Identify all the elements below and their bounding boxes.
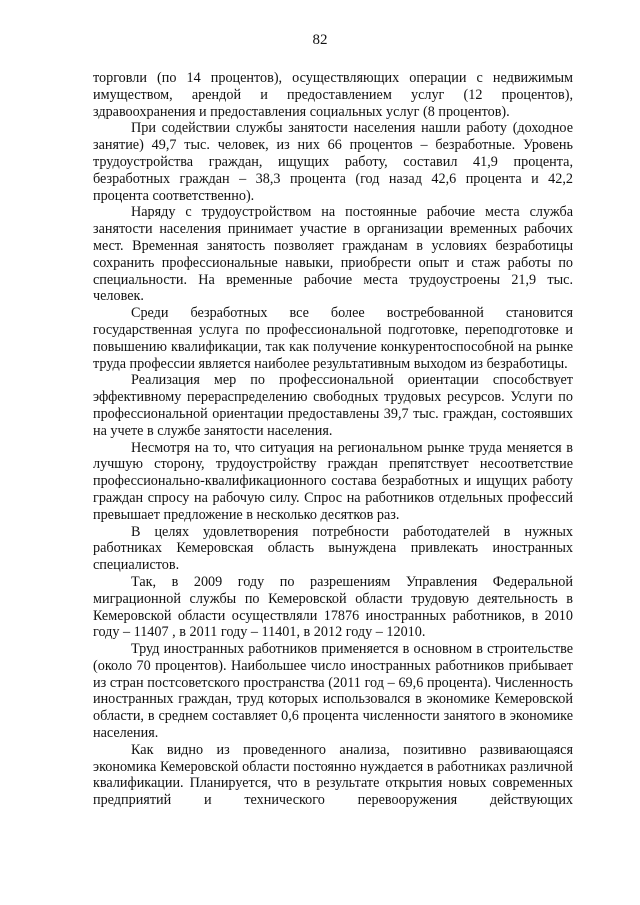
paragraph-foreign-specialists: В целях удовлетворения потребности работодателей в нужных работниках Кемеровская область вынуждена привлекать иностранных специалистов. (93, 523, 573, 574)
body-text (93, 70, 573, 809)
paragraph-vocational-training: Среди безработных все более востребованной становится государственная услуга по профессиональной подготовке, переподготовке и повышению квалификации, так как получение конкурентоспособной на рынке труда профессии является наиболее результативным выходом из безработицы. (93, 305, 573, 372)
paragraph-labor-market-mismatch: Несмотря на то, что ситуация на региональном рынке труда меняется в лучшую сторону, трудоустройству граждан препятствует несоответствие профессионально-квалификационного состава безработных и ищущих работу граждан спросу на рабочую силу. Спрос на работников отдельных профессий превышает предложение в несколько десятков раз. (93, 439, 573, 523)
paragraph-employment-assistance: При содействии службы занятости населения нашли работу (доходное занятие) 49,7 тыс. человек, из них 66 процентов – безработные. Уровень трудоустройства граждан, ищущих работу, составил 41,9 процента, безработных граждан – 38,3 процента (год назад 42,6 процента и 42,2 процента соответственно). (93, 120, 573, 204)
paragraph-career-guidance: Реализация мер по профессиональной ориентации способствует эффективному перераспределению свободных трудовых ресурсов. Услуги по профессиональной ориентации предоставлены 39,7 тыс. граждан, состоявших на учете в службе занятости населения. (93, 372, 573, 439)
paragraph-continued-industries: торговли (по 14 процентов), осуществляющих операции с недвижимым имуществом, арендой и предоставлением услуг (12 процентов), здравоохранения и предоставления социальных услуг (8 процентов). (93, 70, 573, 120)
paragraph-foreign-labor-sectors: Труд иностранных работников применяется в основном в строительстве (около 70 процентов). Наибольшее число иностранных работников прибывает из стран постсоветского пространства (2011 год – 69,6 процента). Численность иностранных граждан, труд которых использовался в экономике Кемеровской области, в среднем составляет 0,6 процента численности занятого в экономике населения. (93, 641, 573, 742)
page-number: 82 (312, 32, 328, 48)
paragraph-temporary-employment: Наряду с трудоустройством на постоянные рабочие места служба занятости населения принимает участие в организации временных рабочих мест. Временная занятость позволяет гражданам в условиях безработицы сохранить профессиональные навыки, приобрести опыт и стаж работы по специальности. На временные рабочие места трудоустроены 21,9 тыс. человек. (93, 204, 573, 305)
paragraph-migration-statistics: Так, в 2009 году по разрешениям Управления Федеральной миграционной службы по Кемеровской области трудовую деятельность в Кемеровской области осуществляли 17876 иностранных работников, в 2010 году – 11407 , в 2011 году – 11401, в 2012 году – 12010. (93, 573, 573, 641)
paragraph-conclusion: Как видно из проведенного анализа, позитивно развивающаяся экономика Кемеровской области постоянно нуждается в работниках различной квалификации. Планируется, что в результате открытия новых современных предприятий и технического перевооружения действующих (93, 741, 573, 809)
